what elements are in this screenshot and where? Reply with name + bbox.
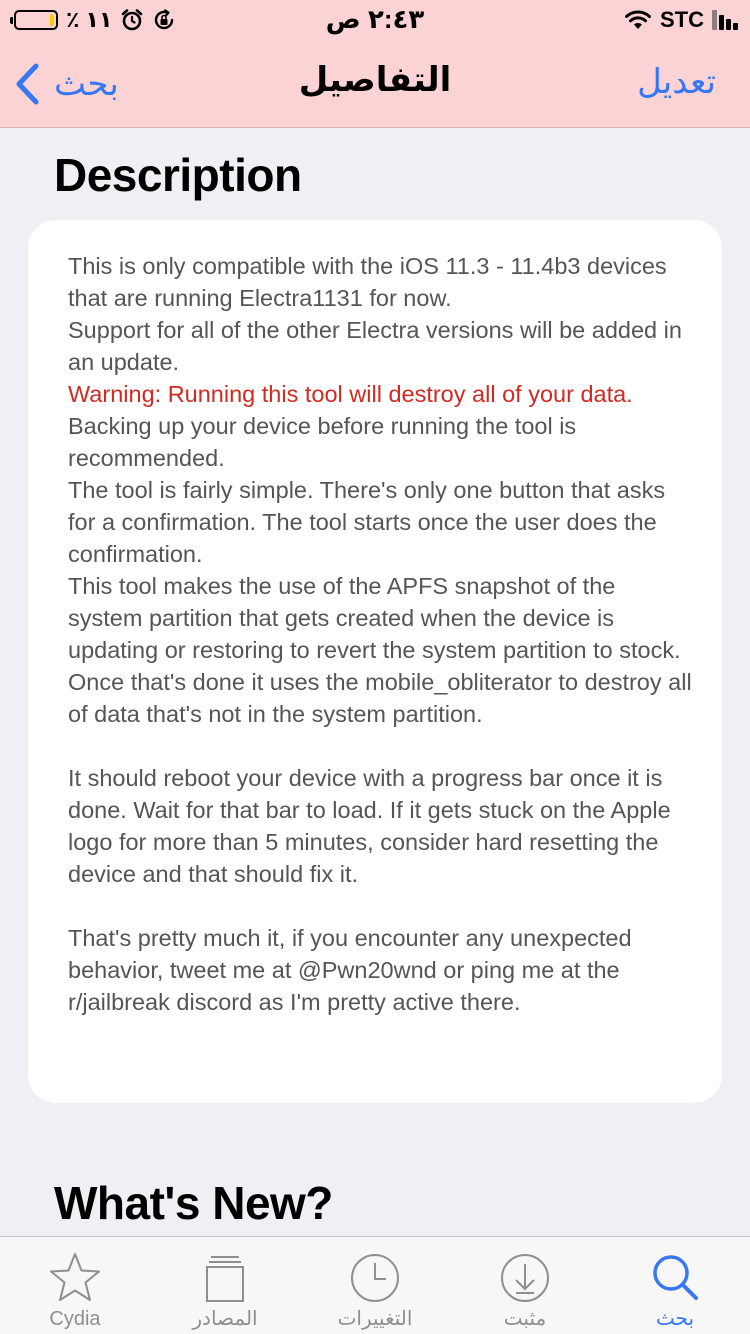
description-paragraph: This tool makes the use of the APFS snapshot of the system partition that gets created when the device is updating or restoring to revert the system partition to stock. (68, 573, 681, 663)
description-paragraph: Backing up your device before running the tool is recommended. (68, 413, 577, 471)
tab-label: مثبت (503, 1308, 547, 1330)
tab-installed[interactable] (450, 1237, 600, 1334)
tab-bar (0, 1236, 750, 1334)
description-card (28, 220, 722, 1103)
tab-cydia[interactable] (0, 1237, 150, 1334)
status-time: ٢:٤٣ ص (325, 4, 425, 34)
back-button-label: بحث (54, 65, 119, 103)
whats-new-heading: What's New? (54, 1177, 333, 1229)
page-title: التفاصيل (298, 61, 452, 99)
description-paragraph: It should reboot your device with a progress bar once it is done. Wait for that bar to load. If it gets stuck on the Apple logo for more than 5 minutes, consider hard resetting the device and that should fix it. (68, 765, 671, 887)
navigation-bar (0, 40, 750, 128)
clock-icon (346, 1249, 404, 1307)
tab-label: المصادر (192, 1308, 258, 1330)
wifi-icon (624, 9, 652, 31)
download-icon (496, 1249, 554, 1307)
description-paragraph: Support for all of the other Electra versions will be added in an update. (68, 317, 682, 375)
description-heading: Description (54, 149, 302, 201)
search-icon (646, 1249, 704, 1307)
tab-changes[interactable] (300, 1237, 450, 1334)
edit-button[interactable]: تعديل (637, 63, 716, 101)
description-paragraph: This is only compatible with the iOS 11.3 - 11.4b3 devices that are running Electra1131 for now. (68, 253, 667, 311)
tab-search[interactable] (600, 1237, 750, 1334)
status-bar (0, 0, 750, 40)
tab-label: التغييرات (337, 1308, 413, 1330)
description-paragraph: That's pretty much it, if you encounter any unexpected behavior, tweet me at @Pwn20wnd or ping me at the r/jailbreak discord as I'm pretty active there. (68, 925, 632, 1015)
sources-icon (196, 1249, 254, 1307)
description-paragraph: The tool is fairly simple. There's only one button that asks for a confirmation. The tool starts once the user does the confirmation. (68, 477, 666, 567)
warning-text: Warning: Running this tool will destroy all of your data. (68, 381, 633, 407)
content-scroll-area[interactable] (0, 128, 750, 1236)
description-paragraph: Once that's done it uses the mobile_obliterator to destroy all of data that's not in the system partition. (68, 669, 692, 727)
status-right (624, 6, 738, 34)
carrier-name: STC (660, 7, 704, 32)
battery-percent: ٪ ١١ (66, 7, 113, 32)
tab-label: بحث (655, 1308, 695, 1330)
header (0, 0, 750, 128)
star-icon (46, 1249, 104, 1307)
tab-label: Cydia (49, 1308, 101, 1330)
tab-sources[interactable] (150, 1237, 300, 1334)
signal-strength-icon (712, 10, 738, 30)
